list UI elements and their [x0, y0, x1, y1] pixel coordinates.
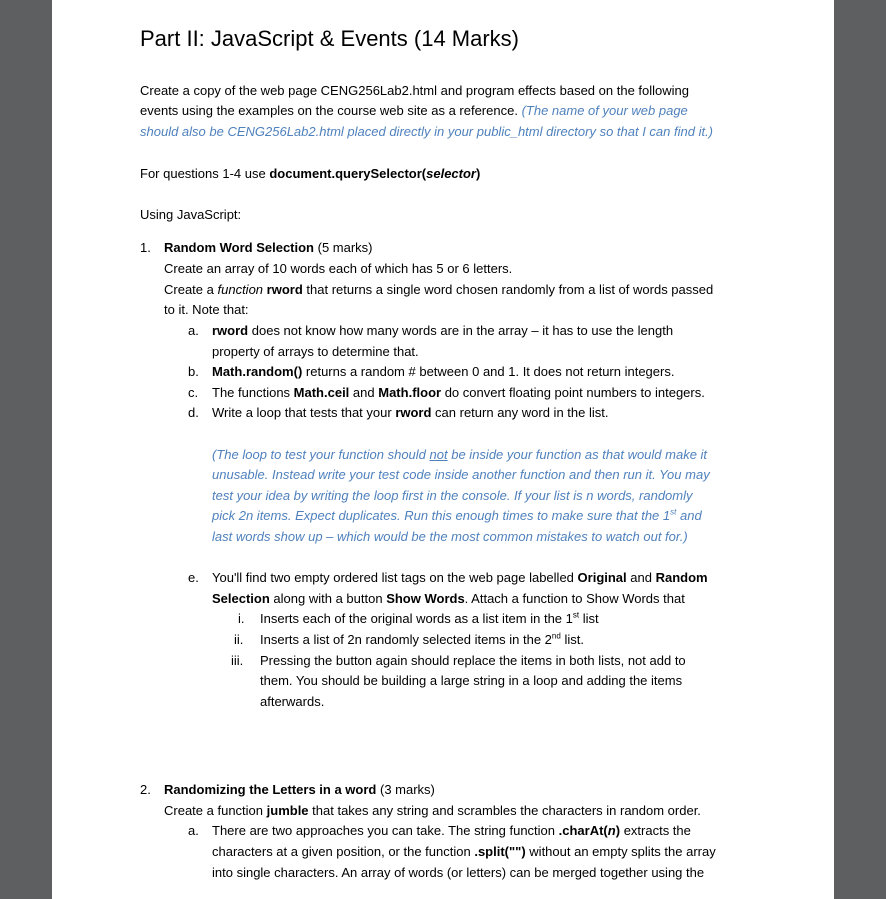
- item-e-line-1: You'll find two empty ordered list tags on the web page labelled Original and Random: [212, 570, 708, 585]
- item-c-text: The functions Math.ceil and Math.floor do convert floating point numbers to integers.: [212, 385, 705, 400]
- section-1-line-2: Create a function rword that returns a single word chosen randomly from a list of words passed: [164, 282, 714, 297]
- item-b-text: Math.random() returns a random # between 0 and 1. It does not return integers.: [212, 364, 675, 379]
- item-e-label: e.: [188, 570, 199, 585]
- item-a-line-1: rword does not know how many words are in the array – it has to use the length: [212, 323, 674, 338]
- section-2-item-a-line-3: into single characters. An array of words (or letters) can be merged together using the: [212, 865, 705, 880]
- section-1-line-1: Create an array of 10 words each of which has 5 or 6 letters.: [164, 261, 513, 276]
- section-2-heading: Randomizing the Letters in a word (3 marks): [164, 782, 435, 797]
- note-line-2: unusable. Instead write your test code inside another function and then run it. You may: [212, 467, 710, 482]
- item-iii-line-3: afterwards.: [260, 694, 325, 709]
- page-title: Part II: JavaScript & Events (14 Marks): [140, 26, 520, 51]
- item-iii-line-1: Pressing the button again should replace the items in both lists, not add to: [260, 653, 686, 668]
- item-c-label: c.: [188, 385, 199, 400]
- intro-note: (The name of your web page: [521, 103, 688, 118]
- item-e-line-2: Selection along with a button Show Words. Attach a function to Show Words that: [212, 591, 685, 606]
- item-ii-label: ii.: [234, 632, 244, 647]
- document-page: [52, 0, 834, 899]
- intro-line-1: Create a copy of the web page CENG256Lab2.html and program effects based on the following: [140, 83, 689, 98]
- item-b-label: b.: [188, 364, 199, 379]
- item-d-text: Write a loop that tests that your rword can return any word in the list.: [212, 405, 609, 420]
- note-line-1: (The loop to test your function should not be inside your function as that would make it: [212, 447, 708, 462]
- section-1-number: 1.: [140, 240, 151, 255]
- section-2-item-a-label: a.: [188, 823, 199, 838]
- item-ii-text: Inserts a list of 2n randomly selected items in the 2nd list.: [260, 631, 584, 647]
- section-2-number: 2.: [140, 782, 151, 797]
- item-a-line-2: property of arrays to determine that.: [212, 344, 419, 359]
- note-line-3: test your idea by writing the loop first in the console. If your list is n words, randomly: [212, 488, 693, 503]
- section-2-item-a-line-1: There are two approaches you can take. The string function .charAt(n) extracts the: [212, 823, 691, 838]
- section-1-line-3: to it. Note that:: [164, 302, 249, 317]
- item-i-text: Inserts each of the original words as a list item in the 1st list: [260, 610, 599, 626]
- item-iii-line-2: them. You should be building a large string in a loop and adding the items: [260, 673, 683, 688]
- section-2-item-a-line-2: characters at a given position, or the function .split("") without an empty splits the array: [212, 844, 716, 859]
- section-1-heading: Random Word Selection (5 marks): [164, 240, 373, 255]
- questions-instruction: For questions 1-4 use document.querySelector(selector): [140, 166, 481, 181]
- note-line-4: pick 2n items. Expect duplicates. Run this enough times to make sure that the 1st and: [212, 507, 702, 523]
- item-a-label: a.: [188, 323, 199, 338]
- intro-line-3: should also be CENG256Lab2.html placed directly in your public_html directory so that I can find it.): [140, 124, 714, 139]
- section-2-line-1: Create a function jumble that takes any string and scrambles the characters in random order.: [164, 803, 701, 818]
- using-javascript-label: Using JavaScript:: [140, 207, 242, 222]
- item-d-label: d.: [188, 405, 199, 420]
- item-iii-label: iii.: [231, 653, 244, 668]
- note-line-5: last words show up – which would be the most common mistakes to watch out for.): [212, 529, 688, 544]
- intro-line-2: events using the examples on the course web site as a reference. (The name of your web page: [140, 103, 688, 118]
- item-i-label: i.: [238, 611, 245, 626]
